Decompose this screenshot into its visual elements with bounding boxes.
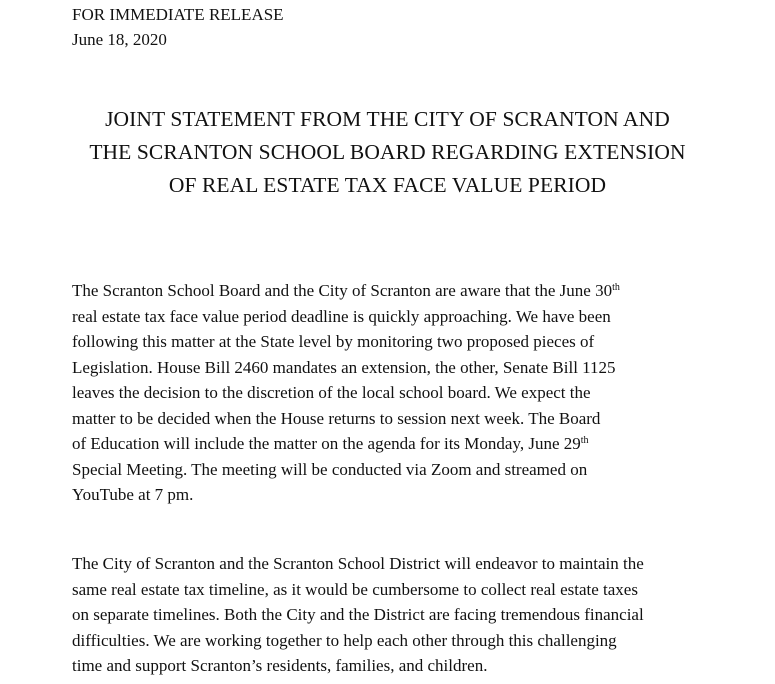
line-text: of Education will include the matter on the agenda for its Monday, June 29 [72,434,581,453]
title-line-3: OF REAL ESTATE TAX FACE VALUE PERIOD [168,173,607,197]
paragraph-line [72,278,772,304]
ordinal-suffix: th [612,282,620,293]
line-text: The Scranton School Board and the City of Scranton are aware that the June 30 [72,281,613,300]
paragraph-line: The City of Scranton and the Scranton School District will endeavor to maintain the [72,554,644,573]
paragraph-line: YouTube at 7 pm. [72,485,194,504]
release-date: June 18, 2020 [72,30,167,49]
ordinal-suffix: th [580,435,589,446]
paragraph-line: Special Meeting. The meeting will be conducted via Zoom and streamed on [72,459,588,479]
paragraph-line: Legislation. House Bill 2460 mandates an extension, the other, Senate Bill 1125 [72,357,616,377]
release-header [72,2,284,52]
paragraph-line: on separate timelines. Both the City and the District are facing tremendous financial [72,605,644,624]
release-label: FOR IMMEDIATE RELEASE [72,5,284,24]
title-line-1: JOINT STATEMENT FROM THE CITY OF SCRANTON AND [105,107,670,131]
title-line-2: THE SCRANTON SCHOOL BOARD REGARDING EXTENSION [89,140,686,164]
paragraph-line: difficulties. We are working together to help each other through this challenging [72,630,617,650]
paragraph-line: real estate tax face value period deadline is quickly approaching. We have been [72,306,611,326]
document-title [0,103,775,202]
paragraph-line: time and support Scranton’s residents, families, and children. [72,656,488,675]
paragraph-line: following this matter at the State level by monitoring two proposed pieces of [72,332,595,351]
paragraph-line: same real estate tax timeline, as it would be cumbersome to collect real estate taxes [72,579,638,599]
paragraph-line: leaves the decision to the discretion of the local school board. We expect the [72,383,591,402]
body-paragraph-2 [72,551,772,679]
paragraph-line [72,431,772,457]
paragraph-line: matter to be decided when the House returns to session next week. The Board [72,408,601,428]
body-paragraph-1 [72,278,772,508]
